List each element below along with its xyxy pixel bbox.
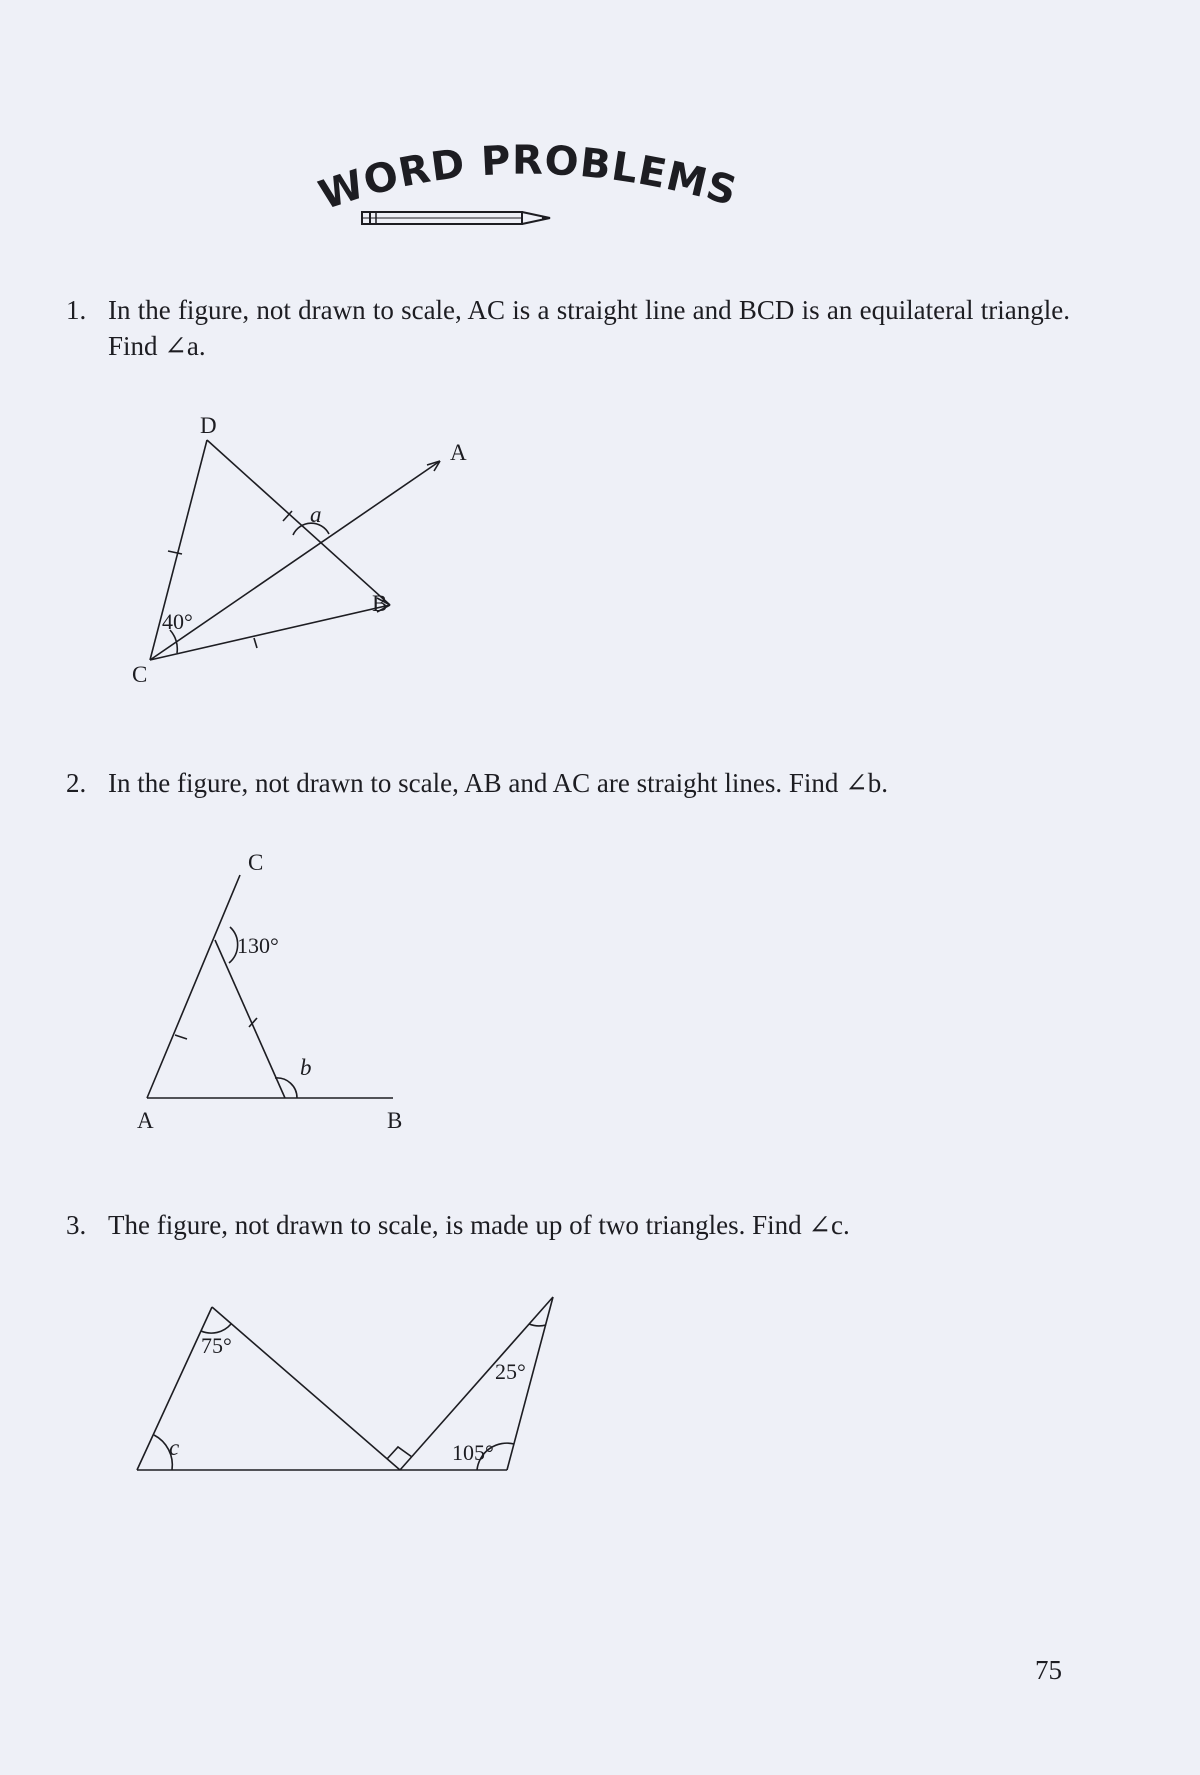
angle-label-unknown: c [169,1435,180,1460]
question-number: 2. [66,768,87,798]
angle-label-25: 25° [495,1359,526,1384]
figure-2 [125,845,415,1135]
pencil-icon [362,212,550,224]
angle-label-unknown: b [300,1055,312,1080]
figure-3 [125,1285,565,1485]
angle-label-given: 130° [237,933,279,958]
section-header-graphic [310,130,750,240]
vertex-label-b: B [372,591,388,616]
vertex-label-c: C [132,662,148,687]
angle-label-unknown: a [310,502,322,527]
section-title: WORD PROBLEMS [313,137,743,220]
angle-label-given: 40° [162,609,193,634]
figure-1 [120,415,480,695]
question-text: In the figure, not drawn to scale, AC is a straight line and BCD is an equilateral triangle. Find ∠a. [108,295,1070,361]
question-number: 3. [66,1210,87,1240]
question-number: 1. [66,295,87,325]
question-text: In the figure, not drawn to scale, AB and AC are straight lines. Find ∠b. [108,768,888,798]
question-text: The figure, not drawn to scale, is made up of two triangles. Find ∠c. [108,1210,850,1240]
vertex-label-a: A [450,440,467,465]
vertex-label-c: C [248,850,264,875]
page-number: 75 [1035,1655,1062,1685]
vertex-label-a: A [137,1108,154,1133]
section-header [310,130,750,240]
vertex-label-d: D [200,413,217,438]
vertex-label-b: B [387,1108,403,1133]
angle-label-75: 75° [201,1333,232,1358]
angle-label-105: 105° [452,1440,494,1465]
